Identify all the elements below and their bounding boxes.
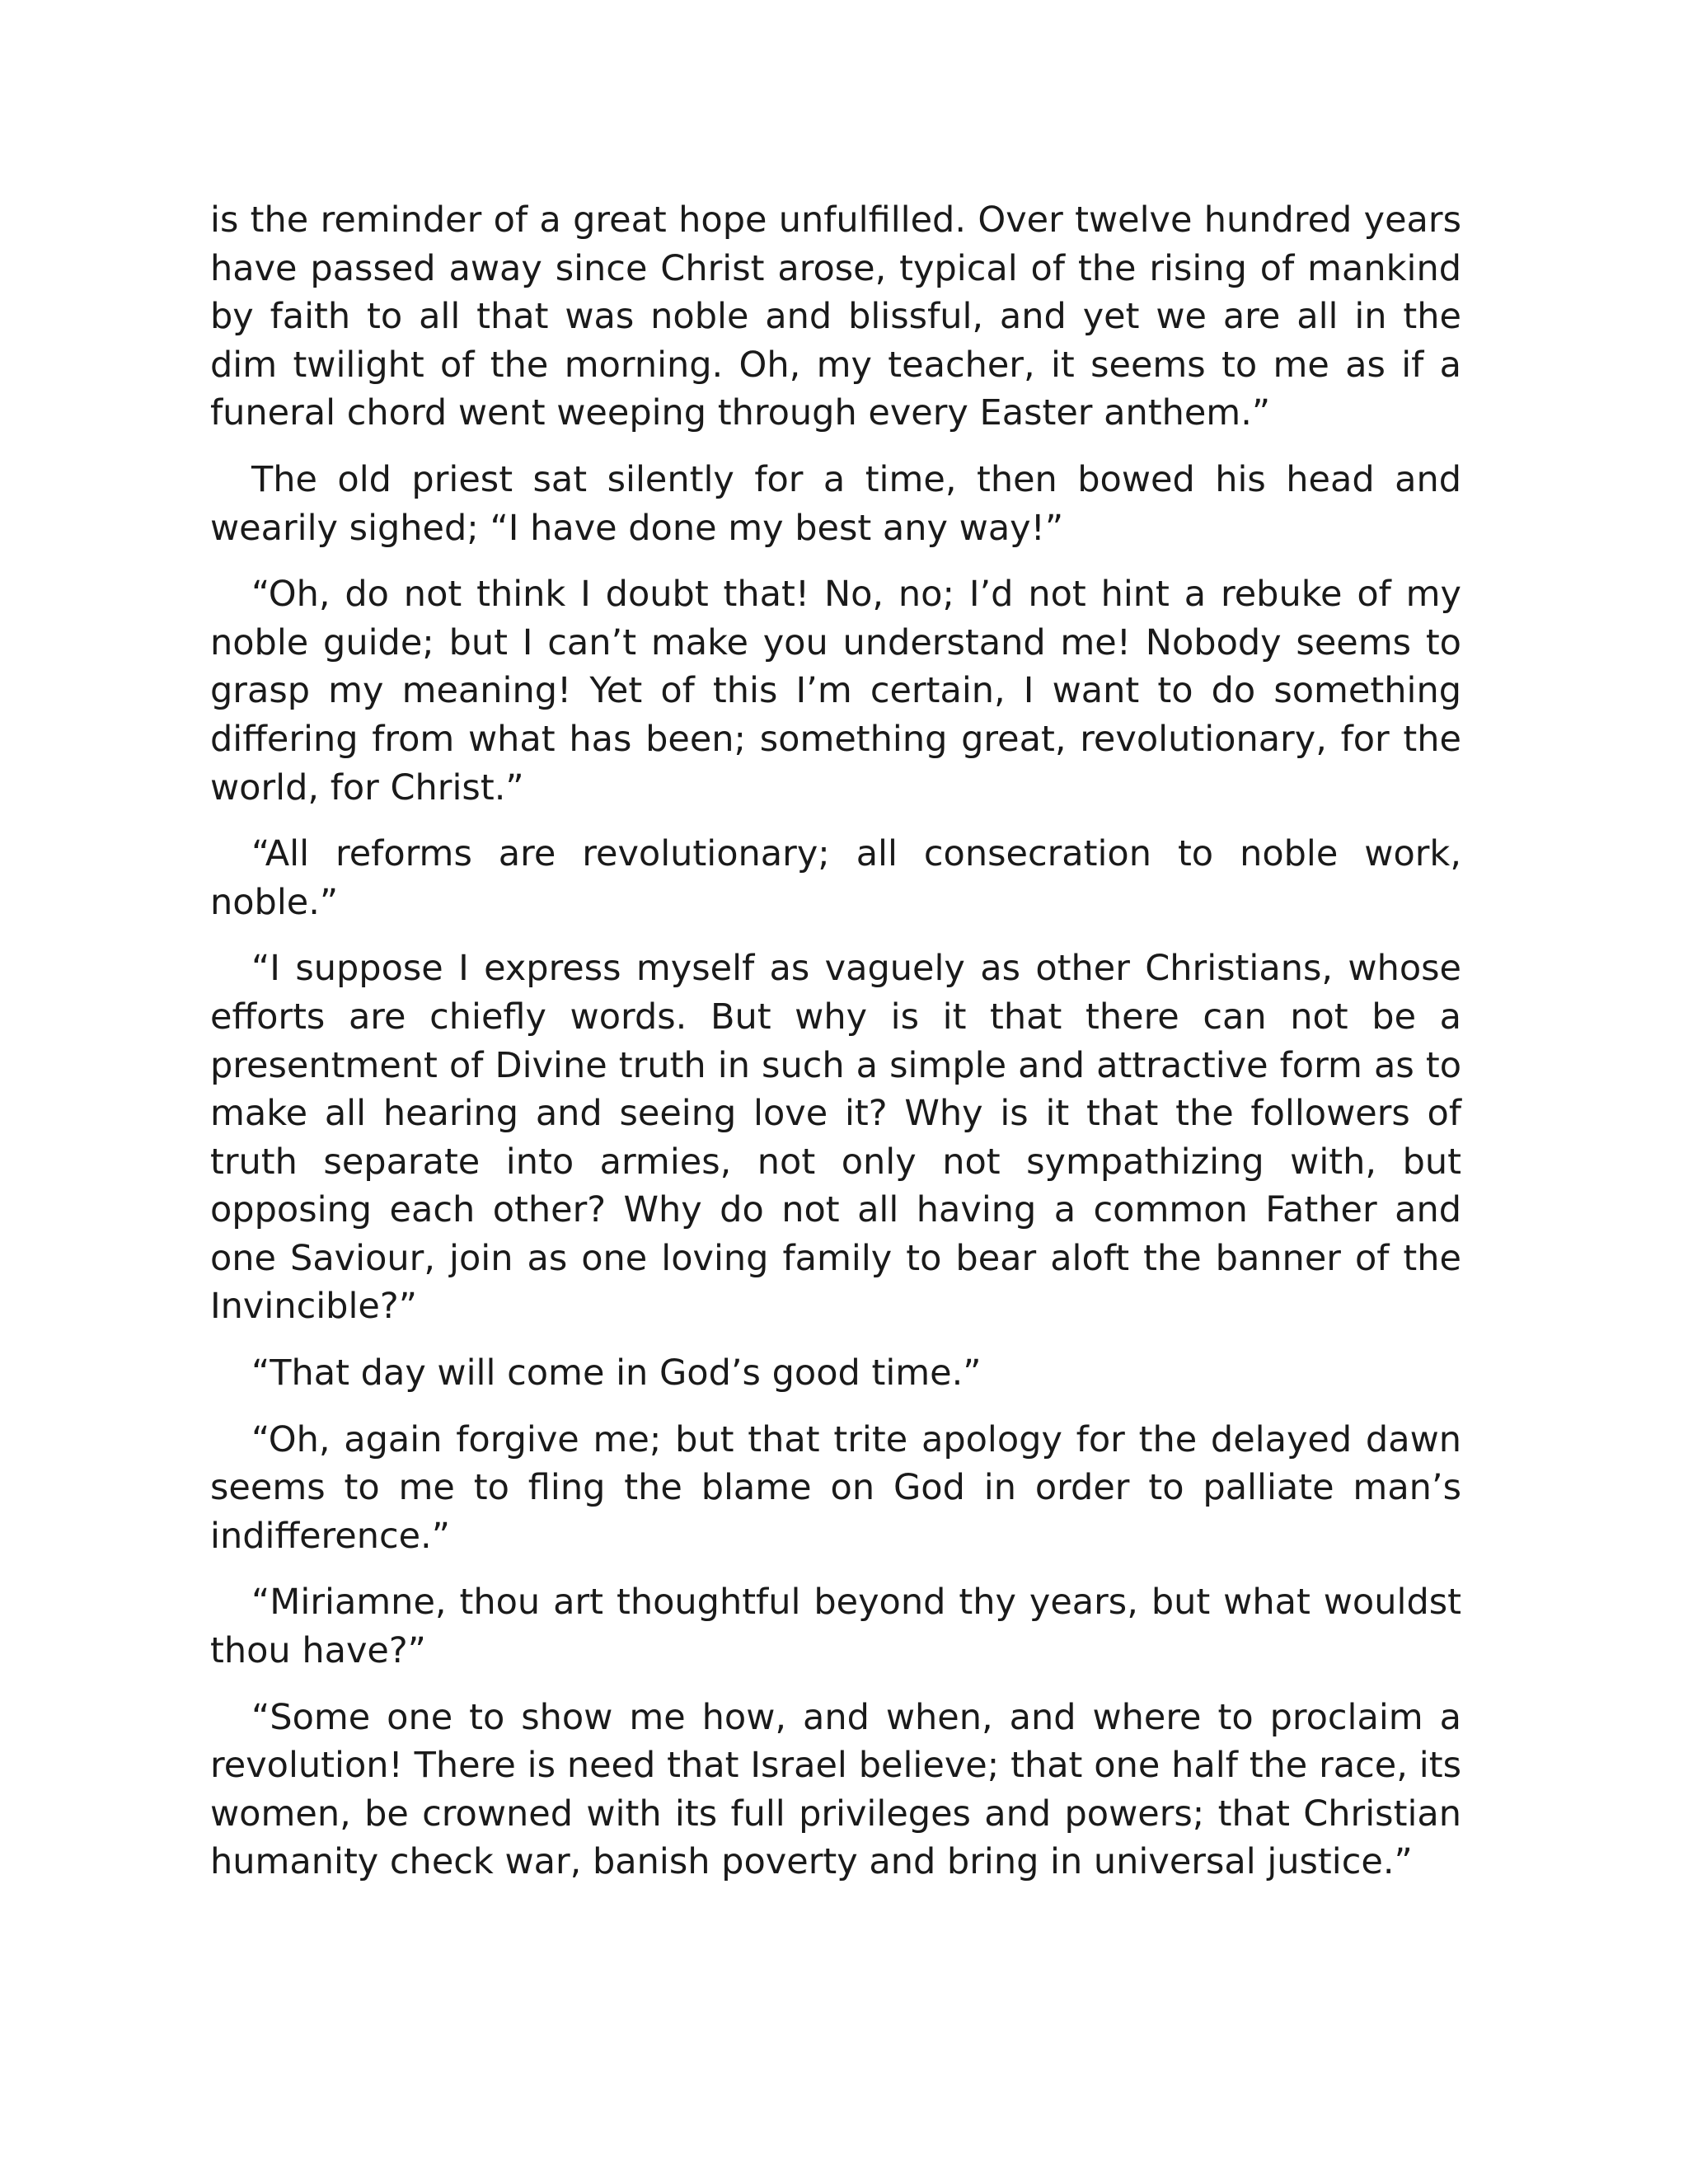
paragraph-priest-sighs: The old priest sat silently for a time, then bowed his head and wearily sighed; “I have done my best any way!” — [210, 458, 1461, 549]
paragraph-revolution: “Some one to show me how, and when, and where to proclaim a revolution! There is need that Israel believe; that one half the race, its women, be crowned with its full privileges and powers; that Christian humanity check war, banish poverty and bring in universal justice.” — [210, 1696, 1461, 1883]
paragraph-continued: is the reminder of a great hope unfulfilled. Over twelve hundred years have passed away since Christ arose, typical of the rising of mankind by faith to all that was noble and blissful, and yet we are all in the dim twilight of the morning. Oh, my teacher, it seems to me as if a funeral chord went weeping through every Easter anthem.” — [210, 199, 1461, 434]
paragraph-forgive-me: “Oh, again forgive me; but that trite apology for the delayed dawn seems to me to fling the blame on God in order to palliate man’s indifference.” — [210, 1418, 1461, 1557]
paragraph-gods-time: “That day will come in God’s good time.” — [251, 1352, 982, 1394]
paragraph-miriamne-question: “Miriamne, thou art thoughtful beyond thy years, but what wouldst thou have?” — [210, 1582, 1461, 1672]
paragraph-divine-truth: “I suppose I express myself as vaguely as other Christians, whose efforts are chiefly words. But why is it that there can not be a presentment of Divine truth in such a simple and attractive form as to make all hearing and seeing love it? Why is it that the followers of truth separate into armies, not only not sympathizing with, but opposing each other? Why do not all having a common Father and one Saviour, join as one loving family to bear aloft the banner of the Invincible?” — [210, 948, 1461, 1328]
paragraph-miriamne-reply: “Oh, do not think I doubt that! No, no; I’d not hint a rebuke of my noble guide; but I can’t make you understand me! Nobody seems to grasp my meaning! Yet of this I’m certain, I want to do something differing from what has been; something great, revolutionary, for the world, for Christ.” — [210, 574, 1461, 808]
page-text — [210, 196, 1461, 1905]
paragraph-reforms: “All reforms are revolutionary; all consecration to noble work, noble.” — [210, 833, 1461, 923]
